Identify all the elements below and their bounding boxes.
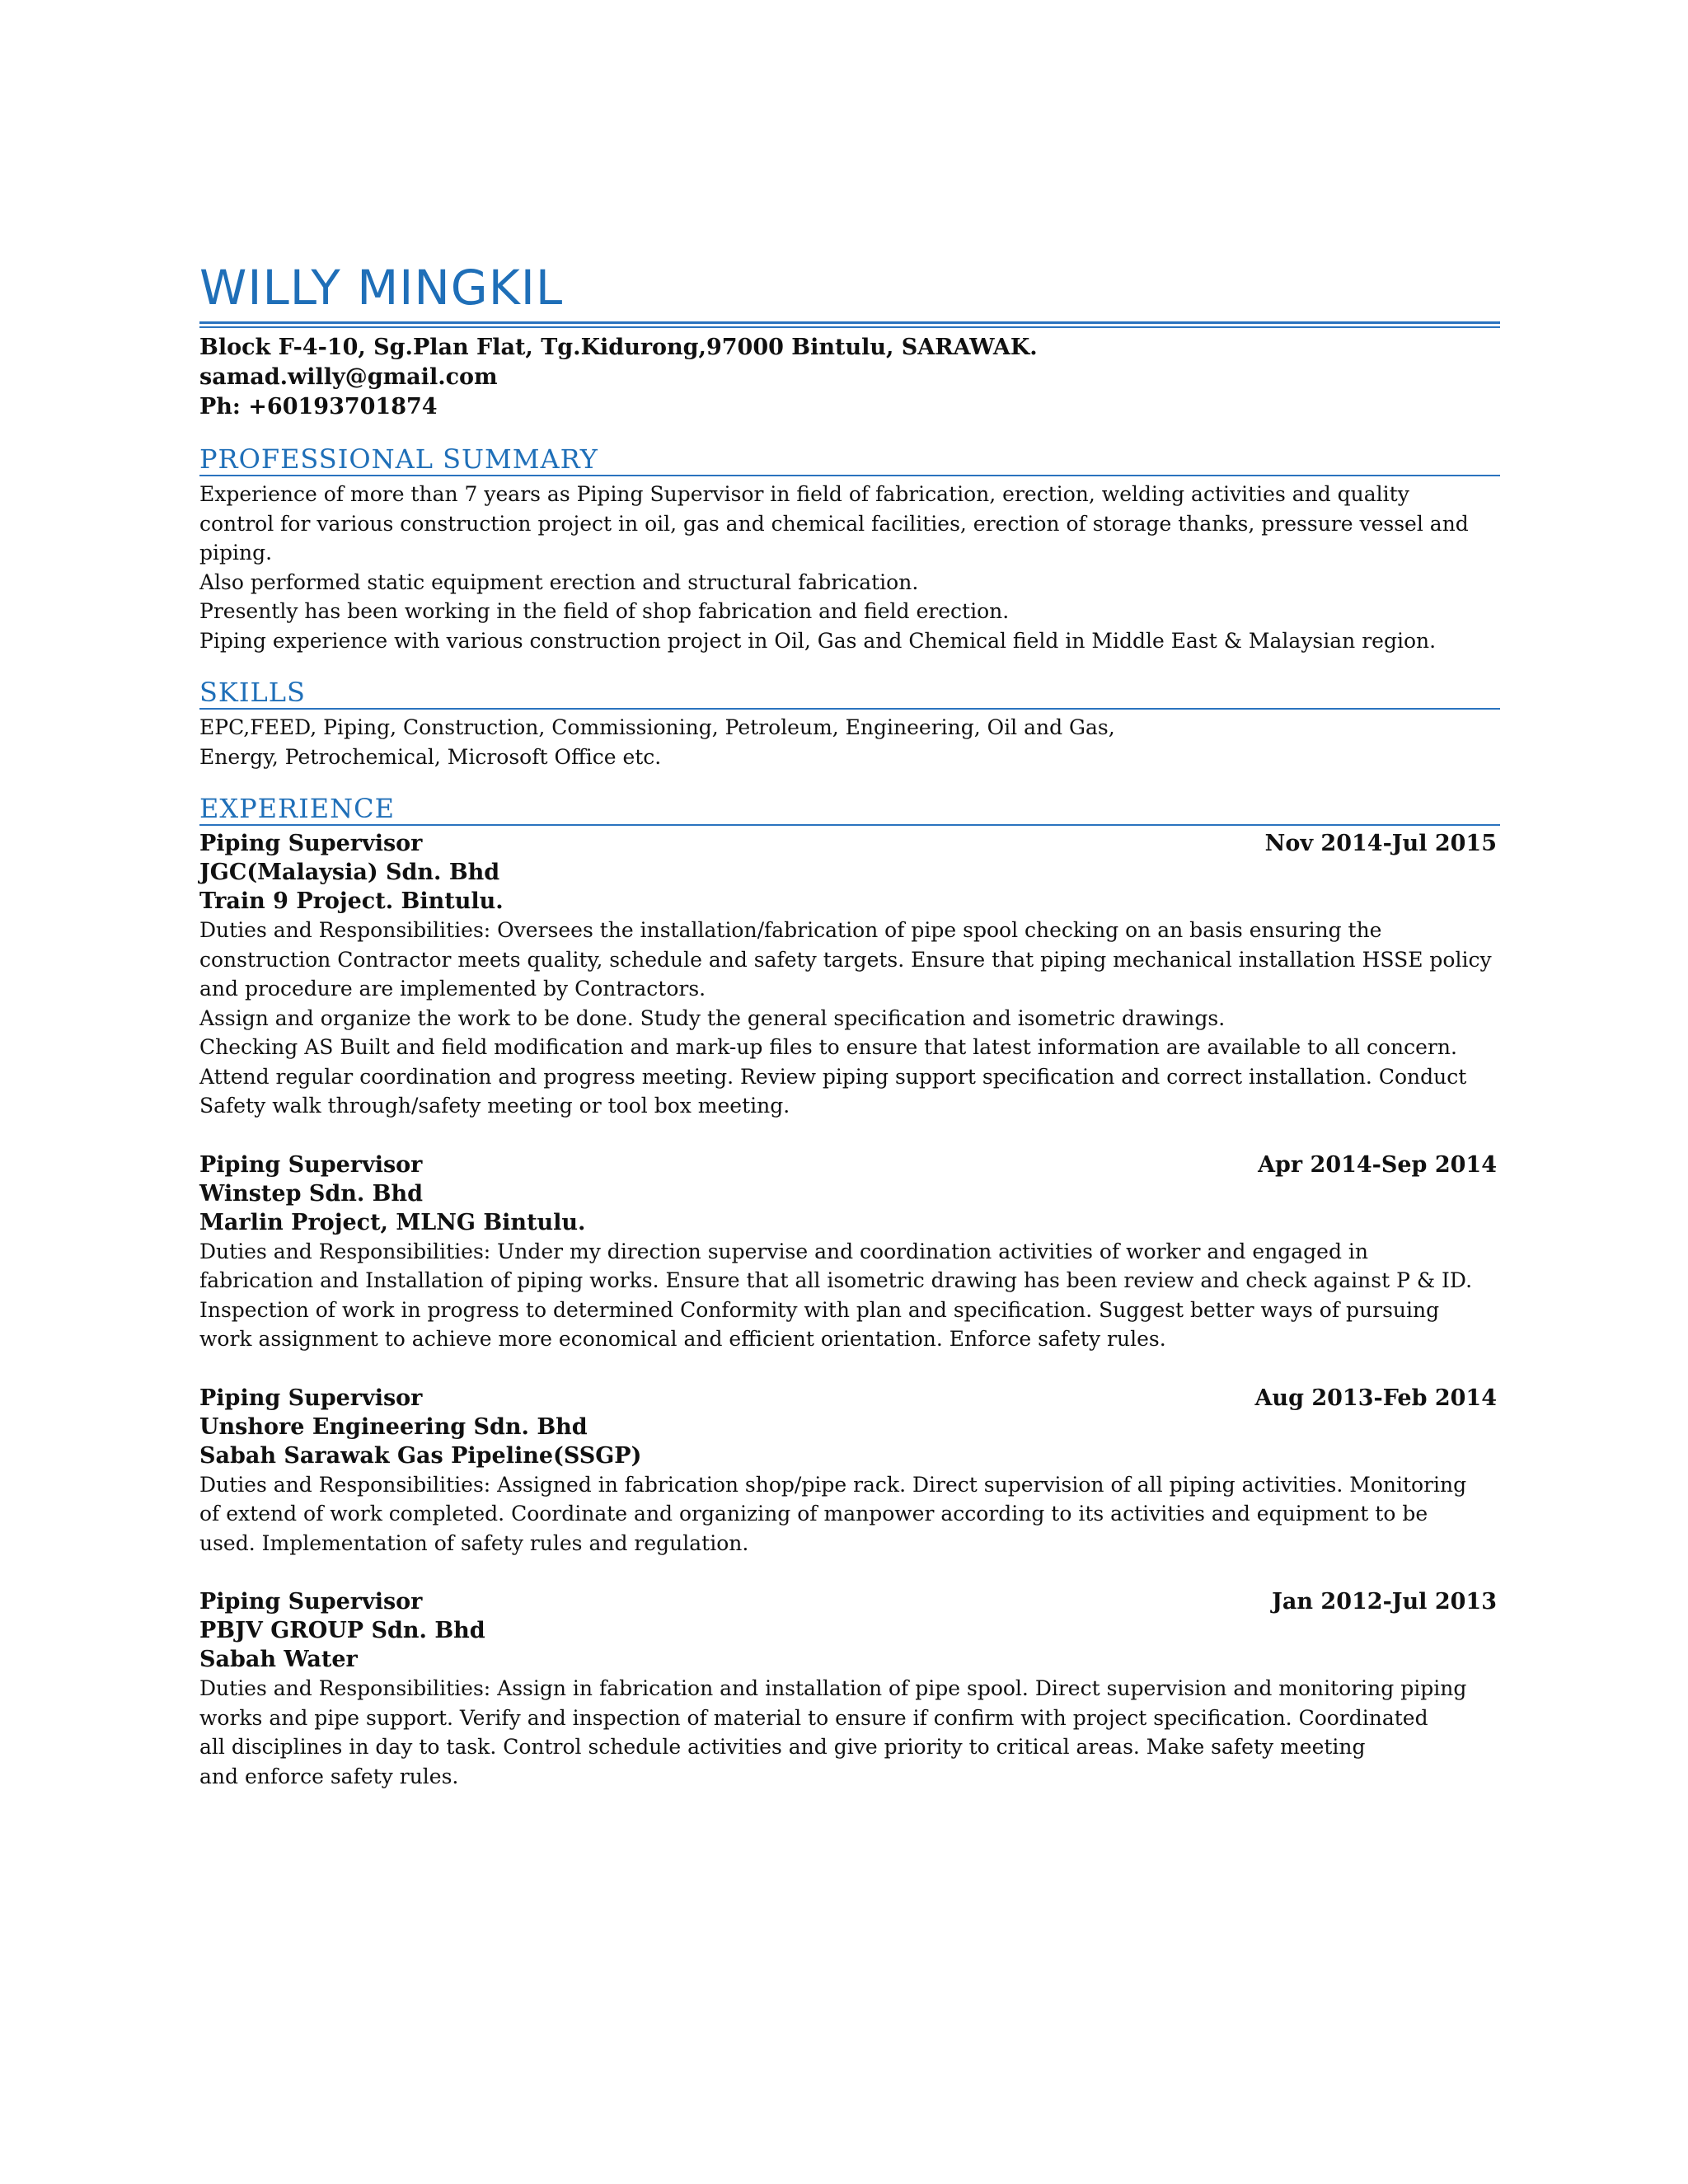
experience-header (199, 1587, 1500, 1616)
summary-body (199, 480, 1500, 655)
duties-text (199, 1470, 1500, 1558)
experience-header (199, 1151, 1500, 1179)
skills-body (199, 713, 1500, 771)
project-name: Train 9 Project. Bintulu. (199, 888, 504, 914)
text-line: Duties and Responsibilities: Under my direction supervise and coordination activities of worker and engaged in (199, 1239, 1369, 1263)
text-line: work assignment to achieve more economical and efficient orientation. Enforce safety rules. (199, 1327, 1166, 1351)
job-dates: Jan 2012-Jul 2013 (1272, 1589, 1497, 1615)
text-line: and procedure are implemented by Contractors. (199, 977, 706, 1001)
text-line: fabrication and Installation of piping works. Ensure that all isometric drawing has been review and check against P & ID. (199, 1268, 1473, 1292)
phone: Ph: +60193701874 (199, 394, 438, 419)
summary-divider (199, 475, 1500, 476)
job-dates: Aug 2013-Feb 2014 (1254, 1385, 1497, 1411)
text-line: Duties and Responsibilities: Oversees the installation/fabrication of pipe spool checking on an basis ensuring the (199, 918, 1382, 942)
duties-text (199, 916, 1500, 1121)
text-line: Safety walk through/safety meeting or tool box meeting. (199, 1094, 790, 1118)
experience-title: EXPERIENCE (199, 793, 395, 824)
text-line: control for various construction project in oil, gas and chemical facilities, erection of storage thanks, pressure vessel and (199, 511, 1469, 536)
text-line: works and pipe support. Verify and inspection of material to ensure if confirm with project specification. Coordinated (199, 1705, 1428, 1730)
experience-entry (199, 1151, 1500, 1354)
experience-divider (199, 824, 1500, 826)
experience-header (199, 829, 1500, 858)
address: Block F-4-10, Sg.Plan Flat, Tg.Kidurong,97000 Bintulu, SARAWAK. (199, 335, 1038, 360)
job-role: Piping Supervisor (199, 1589, 423, 1615)
email: samad.willy@gmail.com (199, 364, 498, 390)
job-role: Piping Supervisor (199, 1385, 423, 1411)
experience-entry (199, 829, 1500, 1121)
text-line: Assign and organize the work to be done. Study the general specification and isometric drawings. (199, 1005, 1226, 1030)
text-line: Attend regular coordination and progress meeting. Review piping support specification and correct installation. Conduct (199, 1064, 1467, 1089)
text-line: used. Implementation of safety rules and regulation. (199, 1530, 749, 1555)
text-line: piping. (199, 541, 273, 565)
project-name: Marlin Project, MLNG Bintulu. (199, 1209, 586, 1235)
text-line: Inspection of work in progress to determined Conformity with plan and specification. Suggest better ways of pursuing (199, 1297, 1440, 1322)
text-line: Piping experience with various construction project in Oil, Gas and Chemical field in Middle East & Malaysian region. (199, 628, 1437, 653)
skills-divider (199, 708, 1500, 710)
job-dates: Apr 2014-Sep 2014 (1258, 1151, 1497, 1178)
text-line: EPC,FEED, Piping, Construction, Commissioning, Petroleum, Engineering, Oil and Gas, (199, 715, 1115, 739)
text-line: Checking AS Built and field modification and mark-up files to ensure that latest information are available to all concern. (199, 1035, 1457, 1059)
header-divider (199, 321, 1500, 328)
text-line: Duties and Responsibilities: Assigned in fabrication shop/pipe rack. Direct supervision of all piping activities. Monitoring (199, 1472, 1467, 1497)
experience-list (199, 829, 1500, 1791)
project-name: Sabah Water (199, 1647, 358, 1672)
duties-text (199, 1237, 1500, 1354)
candidate-name: WILLY MINGKIL (199, 260, 564, 316)
company-name: Winstep Sdn. Bhd (199, 1180, 424, 1207)
text-line: all disciplines in day to task. Control schedule activities and give priority to critical areas. Make safety meeting (199, 1735, 1366, 1759)
text-line: Experience of more than 7 years as Piping Supervisor in field of fabrication, erection, welding activities and quality (199, 482, 1409, 506)
text-line: and enforce safety rules. (199, 1764, 459, 1788)
text-line: Also performed static equipment erection and structural fabrication. (199, 569, 919, 594)
experience-entry (199, 1384, 1500, 1558)
text-line: Presently has been working in the field of shop fabrication and field erection. (199, 599, 1010, 623)
company-name: JGC(Malaysia) Sdn. Bhd (199, 860, 500, 885)
job-role: Piping Supervisor (199, 1151, 423, 1178)
duties-text (199, 1674, 1500, 1791)
text-line: of extend of work completed. Coordinate and organizing of manpower according to its activities and equipment to be (199, 1502, 1428, 1526)
job-role: Piping Supervisor (199, 831, 423, 856)
project-name: Sabah Sarawak Gas Pipeline(SSGP) (199, 1442, 642, 1469)
experience-entry (199, 1587, 1500, 1791)
summary-title: PROFESSIONAL SUMMARY (199, 443, 598, 475)
text-line: Duties and Responsibilities: Assign in fabrication and installation of pipe spool. Direct supervision and monitoring piping (199, 1676, 1467, 1700)
text-line: construction Contractor meets quality, schedule and safety targets. Ensure that piping mechanical installation HSSE policy (199, 947, 1492, 972)
company-name: Unshore Engineering Sdn. Bhd (199, 1413, 588, 1440)
experience-header (199, 1384, 1500, 1413)
text-line: Energy, Petrochemical, Microsoft Office etc. (199, 744, 662, 769)
company-name: PBJV GROUP Sdn. Bhd (199, 1618, 485, 1643)
skills-title: SKILLS (199, 677, 306, 708)
resume-page (199, 260, 1500, 1821)
job-dates: Nov 2014-Jul 2015 (1264, 831, 1497, 856)
